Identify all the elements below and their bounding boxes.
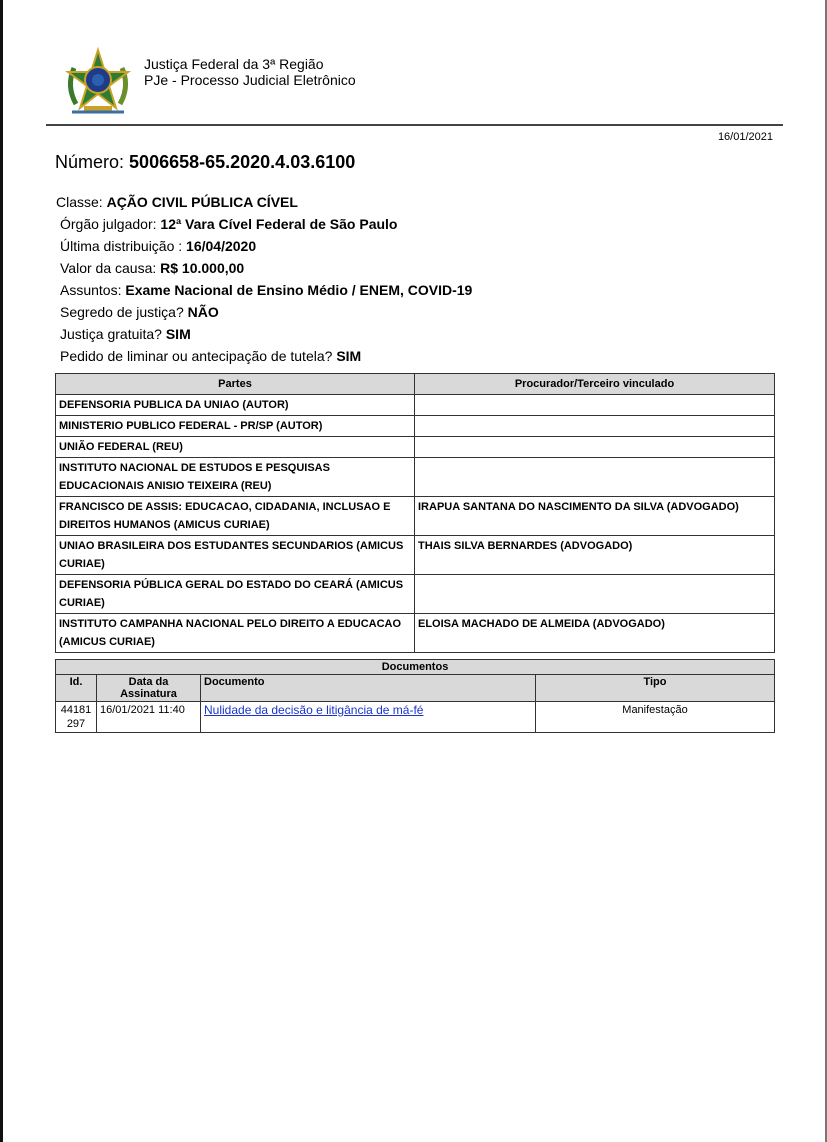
party-cell: INSTITUTO NACIONAL DE ESTUDOS E PESQUISAS EDUCACIONAIS ANISIO TEIXEIRA (REU): [56, 458, 415, 497]
attorney-cell: ELOISA MACHADO DE ALMEIDA (ADVOGADO): [415, 614, 775, 653]
attorney-cell: IRAPUA SANTANA DO NASCIMENTO DA SILVA (ADVOGADO): [415, 497, 775, 536]
parties-table: [55, 373, 775, 653]
party-cell: FRANCISCO DE ASSIS: EDUCACAO, CIDADANIA, INCLUSAO E DIREITOS HUMANOS (AMICUS CURIAE): [56, 497, 415, 536]
table-row: [56, 536, 775, 575]
party-cell: DEFENSORIA PÚBLICA GERAL DO ESTADO DO CEARÁ (AMICUS CURIAE): [56, 575, 415, 614]
document-header: [62, 46, 782, 122]
info-pedido-liminar: Pedido de liminar ou antecipação de tutela? SIM: [60, 348, 362, 364]
table-row: [56, 416, 775, 437]
document-link[interactable]: Nulidade da decisão e litigância de má-fé: [204, 703, 424, 717]
party-cell: UNIAO BRASILEIRA DOS ESTUDANTES SECUNDARIOS (AMICUS CURIAE): [56, 536, 415, 575]
party-cell: DEFENSORIA PUBLICA DA UNIAO (AUTOR): [56, 395, 415, 416]
table-row: [56, 702, 775, 733]
doc-name-cell: [201, 702, 536, 733]
attorney-cell: THAIS SILVA BERNARDES (ADVOGADO): [415, 536, 775, 575]
info-justica-gratuita: Justiça gratuita? SIM: [60, 326, 191, 342]
page-left-edge: [0, 0, 3, 1142]
parties-header: Partes: [56, 374, 415, 395]
print-date: 16/01/2021: [717, 131, 773, 143]
attorney-cell: [415, 416, 775, 437]
doc-type-header: Tipo: [536, 675, 775, 702]
attorney-cell: [415, 437, 775, 458]
brazil-coat-of-arms-icon: [62, 46, 134, 118]
process-number-value: 5006658-65.2020.4.03.6100: [129, 152, 356, 172]
attorney-cell: [415, 575, 775, 614]
doc-date-cell: 16/01/2021 11:40: [97, 702, 201, 733]
table-row: [56, 575, 775, 614]
info-orgao-julgador: Órgão julgador: 12ª Vara Cível Federal de São Paulo: [60, 216, 398, 232]
info-segredo-justica: Segredo de justiça? NÃO: [60, 304, 219, 320]
doc-id-cell: 44181 297: [56, 702, 97, 733]
doc-name-header: Documento: [201, 675, 536, 702]
documents-title: Documentos: [56, 660, 775, 675]
attorney-cell: [415, 395, 775, 416]
table-row: [56, 614, 775, 653]
table-row: [56, 458, 775, 497]
attorney-cell: [415, 458, 775, 497]
info-valor-causa: Valor da causa: R$ 10.000,00: [60, 260, 245, 276]
party-cell: MINISTERIO PUBLICO FEDERAL - PR/SP (AUTOR): [56, 416, 415, 437]
documents-table: [55, 659, 775, 733]
doc-date-header: Data da Assinatura: [97, 675, 201, 702]
table-row: [56, 497, 775, 536]
court-name: Justiça Federal da 3ª Região: [144, 56, 324, 72]
process-number-label: Número:: [55, 152, 125, 172]
party-cell: UNIÃO FEDERAL (REU): [56, 437, 415, 458]
table-row: [56, 395, 775, 416]
party-cell: INSTITUTO CAMPANHA NACIONAL PELO DIREITO A EDUCACAO (AMICUS CURIAE): [56, 614, 415, 653]
system-name: PJe - Processo Judicial Eletrônico: [144, 72, 356, 88]
attorney-header: Procurador/Terceiro vinculado: [415, 374, 775, 395]
info-classe: Classe: AÇÃO CIVIL PÚBLICA CÍVEL: [56, 194, 298, 210]
doc-id-header: Id.: [56, 675, 97, 702]
info-ultima-distribuicao: Última distribuição : 16/04/2020: [60, 238, 257, 254]
doc-type-cell: Manifestação: [536, 702, 775, 733]
header-divider: [46, 124, 783, 126]
process-number: [55, 152, 355, 173]
table-row: [56, 437, 775, 458]
info-assuntos: Assuntos: Exame Nacional de Ensino Médio / ENEM, COVID-19: [60, 282, 473, 298]
